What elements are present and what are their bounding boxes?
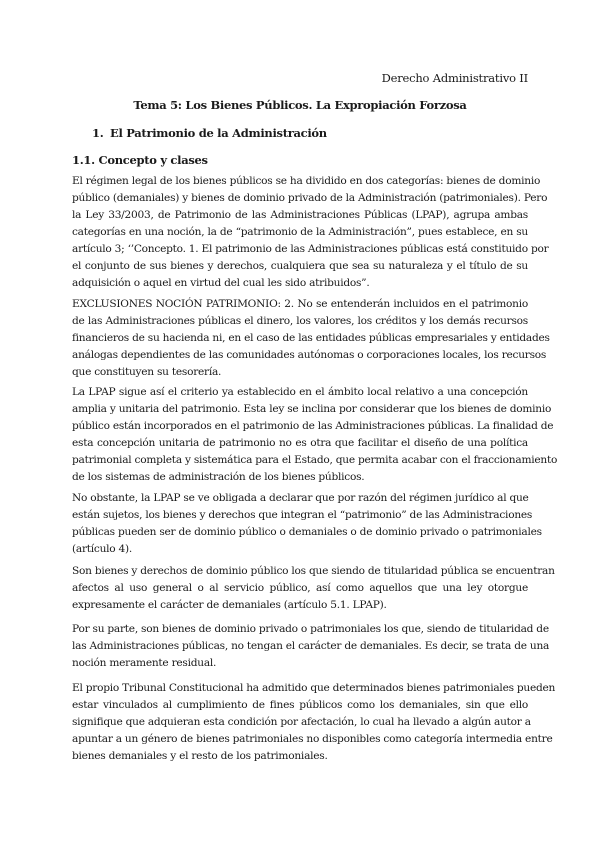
- paragraph-line: la Ley 33/2003, de Patrimonio de las Administraciones Públicas (LPAP), agrupa ambas: [72, 209, 528, 221]
- paragraph-line: públicas pueden ser de dominio público o demaniales o de dominio privado o patrimoniales: [72, 526, 542, 538]
- subsection-heading: 1.1. Concepto y clases: [72, 153, 208, 167]
- paragraph-7: [72, 680, 556, 765]
- paragraph-line: El propio Tribunal Constitucional ha admitido que determinados bienes patrimoniales pueden: [72, 682, 556, 694]
- paragraph-3: [72, 384, 558, 486]
- paragraph-5: [72, 563, 555, 614]
- paragraph-line: adquisición o aquel en virtud del cual les sido atribuidos”.: [72, 277, 370, 289]
- paragraph-line: La LPAP sigue así el criterio ya establecido en el ámbito local relativo a una concepción: [72, 386, 528, 398]
- paragraph-line: Por su parte, son bienes de dominio privado o patrimoniales los que, siendo de titularidad de: [72, 623, 549, 635]
- section-heading: [92, 126, 327, 140]
- paragraph-line: de los sistemas de administración de los bienes públicos.: [72, 471, 365, 483]
- paragraph-line: patrimonial completa y sistemática para el Estado, que permita acabar con el fraccionamiento: [72, 454, 558, 466]
- paragraph-line: El régimen legal de los bienes públicos se ha dividido en dos categorías: bienes de dominio: [72, 175, 541, 187]
- paragraph-line: EXCLUSIONES NOCIÓN PATRIMONIO: 2. No se entenderán incluidos en el patrimonio: [72, 298, 528, 310]
- paragraph-line: público están incorporados en el patrimonio de las Administraciones públicas. La finalidad de: [72, 420, 554, 432]
- paragraph-line: amplia y unitaria del patrimonio. Esta ley se inclina por considerar que los bienes de dominio: [72, 403, 552, 415]
- paragraph-line: expresamente el carácter de demaniales (artículo 5.1. LPAP).: [72, 599, 387, 611]
- paragraph-line: de las Administraciones públicas el dinero, los valores, los créditos y los demás recursos: [72, 315, 528, 327]
- paragraph-line: artículo 3; ‘’Concepto. 1. El patrimonio de las Administraciones públicas está constituido por: [72, 243, 549, 255]
- paragraph-line: categorías en una noción, la de “patrimonio de la Administración”, pues establece, en su: [72, 226, 528, 238]
- course-header: Derecho Administrativo II: [381, 71, 528, 85]
- paragraph-line: Son bienes y derechos de dominio público los que siendo de titularidad pública se encuentran: [72, 565, 555, 577]
- paragraph-line: están sujetos, los bienes y derechos que integran el “patrimonio” de las Administraciones: [72, 509, 533, 521]
- paragraph-line: afectos al uso general o al servicio público, así como aquellos que una ley otorgue: [72, 582, 528, 594]
- paragraph-2: [72, 296, 550, 381]
- paragraph-4: [72, 490, 542, 558]
- paragraph-line: las Administraciones públicas, no tengan el carácter de demaniales. Es decir, se trata de una: [72, 640, 550, 652]
- paragraph-line: que constituyen su tesorería.: [72, 366, 222, 378]
- paragraph-line: signifique que adquieran esta condición por afectación, lo cual ha llevado a algún autor a: [72, 716, 531, 728]
- paragraph-line: análogas dependientes de las comunidades autónomas o corporaciones locales, los recursos: [72, 349, 547, 361]
- paragraph-line: No obstante, la LPAP se ve obligada a declarar que por razón del régimen jurídico al que: [72, 492, 529, 504]
- section-number: 1.: [92, 126, 104, 140]
- paragraph-line: financieros de su hacienda ni, en el caso de las entidades públicas empresariales y entidades: [72, 332, 550, 344]
- paragraph-line: (artículo 4).: [72, 543, 133, 555]
- paragraph-line: público (demaniales) y bienes de dominio privado de la Administración (patrimoniales). Pero: [72, 192, 548, 204]
- page-title: Tema 5: Los Bienes Públicos. La Expropiación Forzosa: [133, 98, 467, 112]
- paragraph-line: el conjunto de sus bienes y derechos, cualquiera que sea su naturaleza y el título de su: [72, 260, 528, 272]
- paragraph-line: esta concepción unitaria de patrimonio no es otra que facilitar el diseño de una política: [72, 437, 528, 449]
- paragraph-line: estar vinculados al cumplimiento de fines públicos como los demaniales, sin que ello: [72, 699, 528, 711]
- section-label: El Patrimonio de la Administración: [110, 126, 327, 140]
- paragraph-line: bienes demaniales y el resto de los patrimoniales.: [72, 750, 328, 762]
- paragraph-6: [72, 621, 550, 672]
- paragraph-line: noción meramente residual.: [72, 657, 217, 669]
- paragraph-line: apuntar a un género de bienes patrimoniales no disponibles como categoría intermedia entre: [72, 733, 553, 745]
- paragraph-1: [72, 173, 549, 292]
